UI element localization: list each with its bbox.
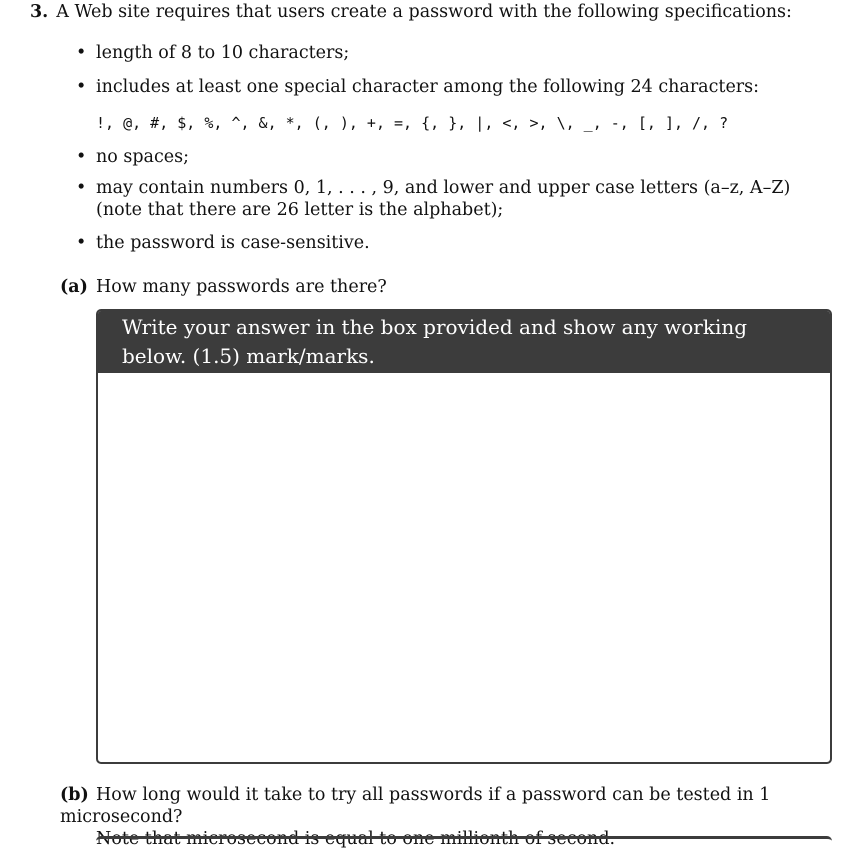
spec-text: no spaces; [96, 147, 190, 167]
spec-item-characters [76, 177, 836, 221]
bullet-icon: • [76, 147, 87, 167]
part-a-text: How many passwords are there? [96, 277, 387, 297]
part-b-label: (b) [60, 785, 89, 805]
part-b-line1: How long would it take to try all passwords if a password can be tested in 1 microsecond? [60, 785, 771, 827]
part-a-question [60, 276, 850, 298]
bullet-icon: • [76, 233, 87, 253]
spec-text: the password is case-sensitive. [96, 233, 370, 253]
question-heading [30, 2, 792, 22]
spec-item-case-sensitive [76, 232, 370, 254]
bullet-icon: • [76, 43, 87, 63]
answer-box-a [96, 309, 832, 764]
answer-box-header: Write your answer in the box provided and show any working below. (1.5) mark/marks. [98, 311, 830, 373]
part-a-label: (a) [60, 277, 88, 297]
question-number: 3. [30, 2, 49, 22]
question-text: A Web site requires that users create a password with the following specifications: [56, 2, 792, 22]
spec-item-special [76, 76, 759, 98]
spec-text: length of 8 to 10 characters; [96, 43, 350, 63]
bullet-icon: • [76, 77, 87, 97]
part-b-line2: Note that microsecond is equal to one millionth of second. [96, 829, 616, 849]
spec-item-no-spaces [76, 146, 189, 168]
answer-area-a[interactable] [98, 373, 830, 762]
spec-item-length [76, 42, 349, 64]
spec-text: may contain numbers 0, 1, . . . , 9, and lower and upper case letters (a–z, A–Z) (note that there are 26 letter is the alphabet); [96, 178, 791, 220]
spec-text: includes at least one special character among the following 24 characters: [96, 77, 760, 97]
special-characters-list: !, @, #, $, %, ^, &, *, (, ), +, =, {, }, |, <, >, \, _, -, [, ], /, ? [96, 114, 729, 132]
bullet-icon: • [76, 178, 87, 198]
answer-box-b-edge [96, 836, 832, 849]
